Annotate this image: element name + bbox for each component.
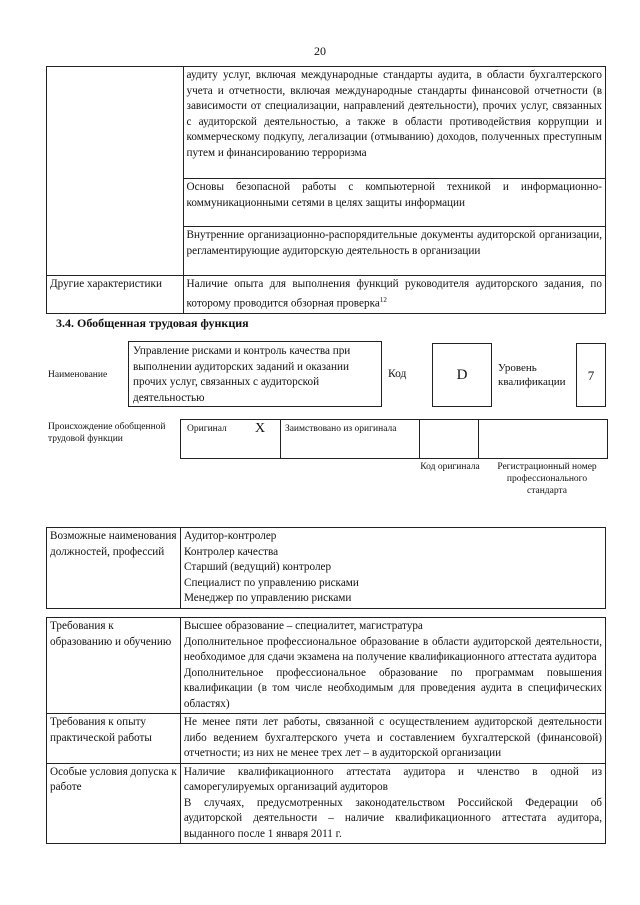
other-characteristics-label: Другие характеристики xyxy=(47,276,184,314)
top-table xyxy=(46,66,606,314)
page-number: 20 xyxy=(314,44,326,58)
positions-list xyxy=(181,528,606,609)
experience-requirements xyxy=(180,714,605,764)
requirement-item: Наличие квалификационного аттестата аудитора и членство в одной из саморегулируемых организаций аудиторов xyxy=(183,765,602,793)
registration-number-cell xyxy=(478,420,607,459)
gtf-code: D xyxy=(432,343,492,407)
original-label: Оригинал xyxy=(187,424,227,434)
borrowed-label: Заимствовано из оригинала xyxy=(280,420,419,459)
position-item: Аудитор-контролер xyxy=(184,530,277,542)
positions-table xyxy=(46,527,606,609)
level-label: Уровень квалификации xyxy=(498,362,566,388)
requirements-table xyxy=(46,617,606,844)
position-item: Менеджер по управлению рисками xyxy=(184,592,352,604)
other-characteristics-value: Наличие опыта для выполнения функций руководителя аудиторского задания, по которому проводится обзорная проверка$^{12}$ xyxy=(183,276,605,314)
position-item: Контролер качества xyxy=(184,545,279,558)
positions-label: Возможные наименования должностей, профессий xyxy=(47,528,181,609)
original-code-cell xyxy=(419,420,478,459)
requirement-item: Высшее образование – специалитет, магистратура xyxy=(183,620,423,632)
requirement-item: Дополнительное профессиональное образование по программам повышения квалификации (в том числе необходимым для проведения аудита в специфических областях) xyxy=(183,666,602,710)
education-requirements xyxy=(180,618,605,714)
requirement-item: В случаях, предусмотренных законодательством Российской Федерации об аудиторской деятельности – наличие квалификационного аттестата аудитора, выданного после 1 января 2011 г. xyxy=(183,796,602,840)
admission-conditions xyxy=(180,763,605,844)
footnote-mark: 12 xyxy=(379,295,387,304)
section-title: 3.4. Обобщенная трудовая функция xyxy=(56,316,249,330)
name-label: Наименование xyxy=(48,370,108,380)
registration-caption: Регистрационный номер профессионального стандарта xyxy=(497,462,597,496)
requirement-item: Дополнительное профессиональное образование в области аудиторской деятельности, необходимое для сдачи экзамена на получение квалификационного аттестата аудитора xyxy=(183,635,602,663)
code-label: Код xyxy=(388,368,407,380)
experience-label: Требования к опыту практической работы xyxy=(47,714,181,764)
knowledge-item: Основы безопасной работы с компьютерной техникой и информационно-коммуникационными сетями в целях защиты информации xyxy=(184,178,605,226)
origin-table xyxy=(180,419,608,459)
admission-label: Особые условия допуска к работе xyxy=(47,763,181,844)
top-table-empty-label xyxy=(47,67,184,276)
gtf-level: 7 xyxy=(576,343,606,407)
knowledge-item: Внутренние организационно-распорядительные документы аудиторской организации, регламентирующие аудиторскую деятельность в организации xyxy=(184,226,605,275)
gtf-name: Управление рисками и контроль качества при выполнении аудиторских заданий и оказании прочих услуг, связанных с аудиторской деятельностью xyxy=(128,341,382,407)
requirement-item: Не менее пяти лет работы, связанной с осуществлением аудиторской деятельности либо ведением бухгалтерского учета и составлением бухгалтерской (финансовой) отчетности; из них не менее трех лет – в аудиторской организации xyxy=(183,716,602,759)
original-mark: X xyxy=(255,421,266,436)
origin-label: Происхождение обобщенной трудовой функции xyxy=(48,422,166,444)
knowledge-item: аудиту услуг, включая международные стандарты аудита, в области бухгалтерского учета и отчетности, включая международные стандарты финансовой отчетности (в зависимости от специализации, направлений деятельности), прочих услуг, связанных с аудиторской деятельностью, а также в области противодействия коррупции и коммерческому подкупу, легализации (отмыванию) доходов, полученных преступным путем и финансированию терроризма xyxy=(186,69,602,159)
original-code-caption: Код оригинала xyxy=(420,462,480,472)
position-item: Специалист по управлению рисками xyxy=(184,576,359,589)
position-item: Старший (ведущий) контролер xyxy=(184,561,332,573)
origin-original-cell xyxy=(181,420,281,459)
education-label: Требования к образованию и обучению xyxy=(47,618,181,714)
knowledge-cell xyxy=(183,67,605,276)
